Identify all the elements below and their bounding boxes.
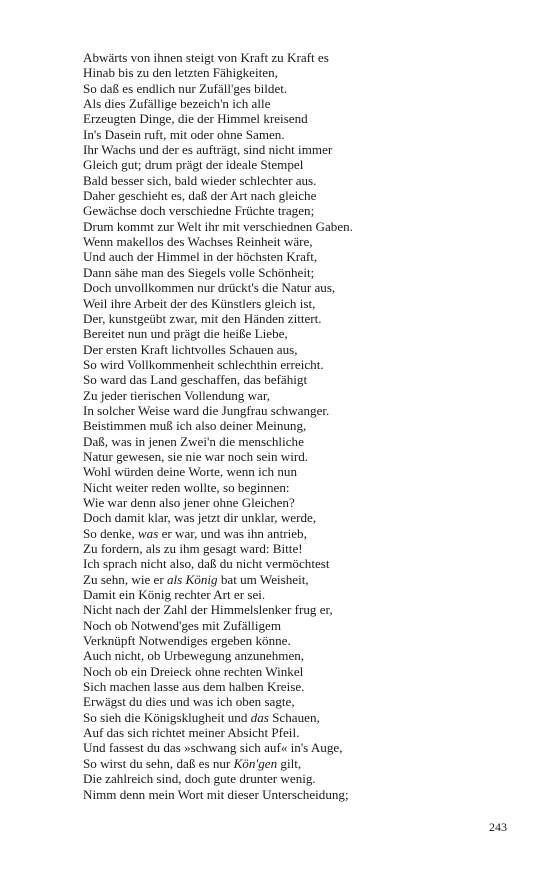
verse-emphasis: das (250, 709, 269, 725)
verse-segment: Ich sprach nicht also, daß du nicht vermöchtest (83, 556, 330, 572)
verse-line (83, 587, 503, 602)
verse-segment: Abwärts von ihnen steigt von Kraft zu Kraft es (83, 50, 329, 65)
verse-line (83, 388, 503, 403)
verse-line (83, 372, 503, 387)
verse-segment: Die zahlreich sind, doch gute drunter wenig. (83, 771, 316, 787)
verse-segment: So ward das Land geschaffen, das befähigt (83, 372, 308, 388)
verse-line (83, 434, 503, 449)
verse-line (83, 464, 503, 479)
verse-line (83, 188, 503, 203)
verse-line (83, 480, 503, 495)
verse-segment: Der ersten Kraft lichtvolles Schauen aus, (83, 341, 298, 357)
verse-line (83, 203, 503, 218)
verse-segment: So wird Vollkommenheit schlechthin erreicht. (83, 356, 324, 372)
verse-segment: Noch ob Notwend'ges mit Zufälligem (83, 617, 281, 633)
verse-line (83, 449, 503, 464)
verse-segment: Ihr Wachs und der es aufträgt, sind nicht immer (83, 142, 333, 158)
verse-segment: Natur gewesen, sie nie war noch sein wird. (83, 448, 309, 464)
verse-segment: Zu sehn, wie er (83, 571, 167, 587)
verse-segment: Dann sähe man des Siegels volle Schönheit; (83, 264, 315, 280)
verse-line (83, 725, 503, 740)
verse-emphasis: was (137, 525, 159, 541)
verse-segment: Beistimmen muß ich also deiner Meinung, (83, 418, 307, 434)
verse-line (83, 342, 503, 357)
verse-segment: In solcher Weise ward die Jungfrau schwanger. (83, 402, 330, 418)
verse-segment: Wenn makellos des Wachses Reinheit wäre, (83, 234, 313, 250)
verse-line (83, 296, 503, 311)
verse-segment: er war, und was ihn antrieb, (158, 525, 307, 541)
verse-segment: Wie war denn also jener ohne Gleichen? (83, 494, 295, 510)
verse-segment: Und fassest du das »schwang sich auf« in's Auge, (83, 740, 343, 756)
verse-line (83, 81, 503, 96)
verse-segment: Damit ein König rechter Art er sei. (83, 587, 266, 603)
verse-line (83, 50, 503, 65)
verse-segment: Erzeugten Dinge, die der Himmel kreisend (83, 111, 308, 127)
verse-segment: Zu fordern, als zu ihm gesagt ward: Bitte! (83, 541, 303, 556)
verse-line (83, 418, 503, 433)
verse-line (83, 495, 503, 510)
verse-line (83, 142, 503, 157)
verse-line (83, 602, 503, 617)
verse-segment: Nicht nach der Zahl der Himmelslenker frug er, (83, 602, 333, 618)
verse-segment: Doch unvollkommen nur drückt's die Natur aus, (83, 280, 336, 296)
verse-line (83, 618, 503, 633)
verse-emphasis: Kön'gen (233, 755, 278, 771)
verse-line (83, 111, 503, 126)
verse-line (83, 403, 503, 418)
verse-line (83, 541, 503, 556)
verse-segment: In's Dasein ruft, mit oder ohne Samen. (83, 126, 285, 142)
verse-segment: Verknüpft Notwendiges ergeben könne. (83, 633, 291, 649)
verse-segment: So wirst du sehn, daß es nur (83, 755, 234, 771)
verse-segment: Hinab bis zu den letzten Fähigkeiten, (83, 65, 278, 81)
page-number: 243 (489, 820, 507, 834)
verse-segment: bat um Weisheit, (217, 571, 309, 587)
verse-line (83, 771, 503, 786)
verse-line (83, 710, 503, 725)
verse-line (83, 572, 503, 587)
verse-line (83, 648, 503, 663)
verse-segment: Bereitet nun und prägt die heiße Liebe, (83, 326, 288, 342)
verse-segment: Bald besser sich, bald wieder schlechter aus. (83, 172, 317, 188)
verse-line (83, 234, 503, 249)
verse-line (83, 311, 503, 326)
verse-segment: Noch ob ein Dreieck ohne rechten Winkel (83, 663, 304, 679)
verse-segment: Daß, was in jenen Zwei'n die menschliche (83, 433, 304, 449)
verse-line (83, 556, 503, 571)
verse-text-block (83, 50, 503, 802)
verse-line (83, 664, 503, 679)
verse-line (83, 65, 503, 80)
verse-segment: Gewächse doch verschiedne Früchte tragen; (83, 203, 315, 219)
verse-line (83, 96, 503, 111)
verse-segment: Nimm denn mein Wort mit dieser Unterscheidung; (83, 786, 349, 802)
verse-segment: So sieh die Königsklugheit und (83, 709, 251, 725)
verse-segment: Wohl würden deine Worte, wenn ich nun (83, 464, 298, 480)
verse-line (83, 694, 503, 709)
verse-segment: Sich machen lasse aus dem halben Kreise. (83, 679, 305, 695)
verse-line (83, 127, 503, 142)
verse-segment: So denke, (83, 525, 138, 541)
verse-line (83, 787, 503, 802)
verse-line (83, 510, 503, 525)
verse-segment: Gleich gut; drum prägt der ideale Stempel (83, 157, 304, 173)
verse-segment: Auf das sich richtet meiner Absicht Pfeil. (83, 725, 300, 741)
verse-segment: Drum kommt zur Welt ihr mit verschiednen Gaben. (83, 218, 353, 234)
verse-line (83, 219, 503, 234)
verse-line (83, 679, 503, 694)
verse-segment: gilt, (277, 755, 302, 771)
verse-segment: Der, kunstgeübt zwar, mit den Händen zittert. (83, 310, 322, 326)
verse-emphasis: als König (167, 571, 218, 587)
verse-line (83, 526, 503, 541)
verse-line (83, 357, 503, 372)
verse-line (83, 633, 503, 648)
verse-line (83, 280, 503, 295)
verse-segment: Erwägst du dies und was ich oben sagte, (83, 694, 295, 710)
verse-line (83, 157, 503, 172)
verse-segment: Und auch der Himmel in der höchsten Kraft, (83, 249, 318, 265)
verse-segment: Als dies Zufällige bezeich'n ich alle (83, 96, 271, 112)
verse-line (83, 265, 503, 280)
verse-segment: Weil ihre Arbeit der des Künstlers gleich ist, (83, 295, 316, 311)
verse-segment: Nicht weiter reden wollte, so beginnen: (83, 479, 290, 495)
verse-segment: Doch damit klar, was jetzt dir unklar, werde, (83, 510, 317, 526)
verse-segment: Zu jeder tierischen Vollendung war, (83, 387, 270, 403)
verse-line (83, 740, 503, 755)
verse-line (83, 249, 503, 264)
verse-segment: Auch nicht, ob Urbewegung anzunehmen, (83, 648, 305, 664)
verse-line (83, 756, 503, 771)
verse-segment: So daß es endlich nur Zufäll'ges bildet. (83, 80, 288, 96)
verse-line (83, 326, 503, 341)
verse-segment: Schauen, (268, 709, 320, 725)
verse-line (83, 173, 503, 188)
verse-segment: Daher geschieht es, daß der Art nach gleiche (83, 188, 317, 204)
